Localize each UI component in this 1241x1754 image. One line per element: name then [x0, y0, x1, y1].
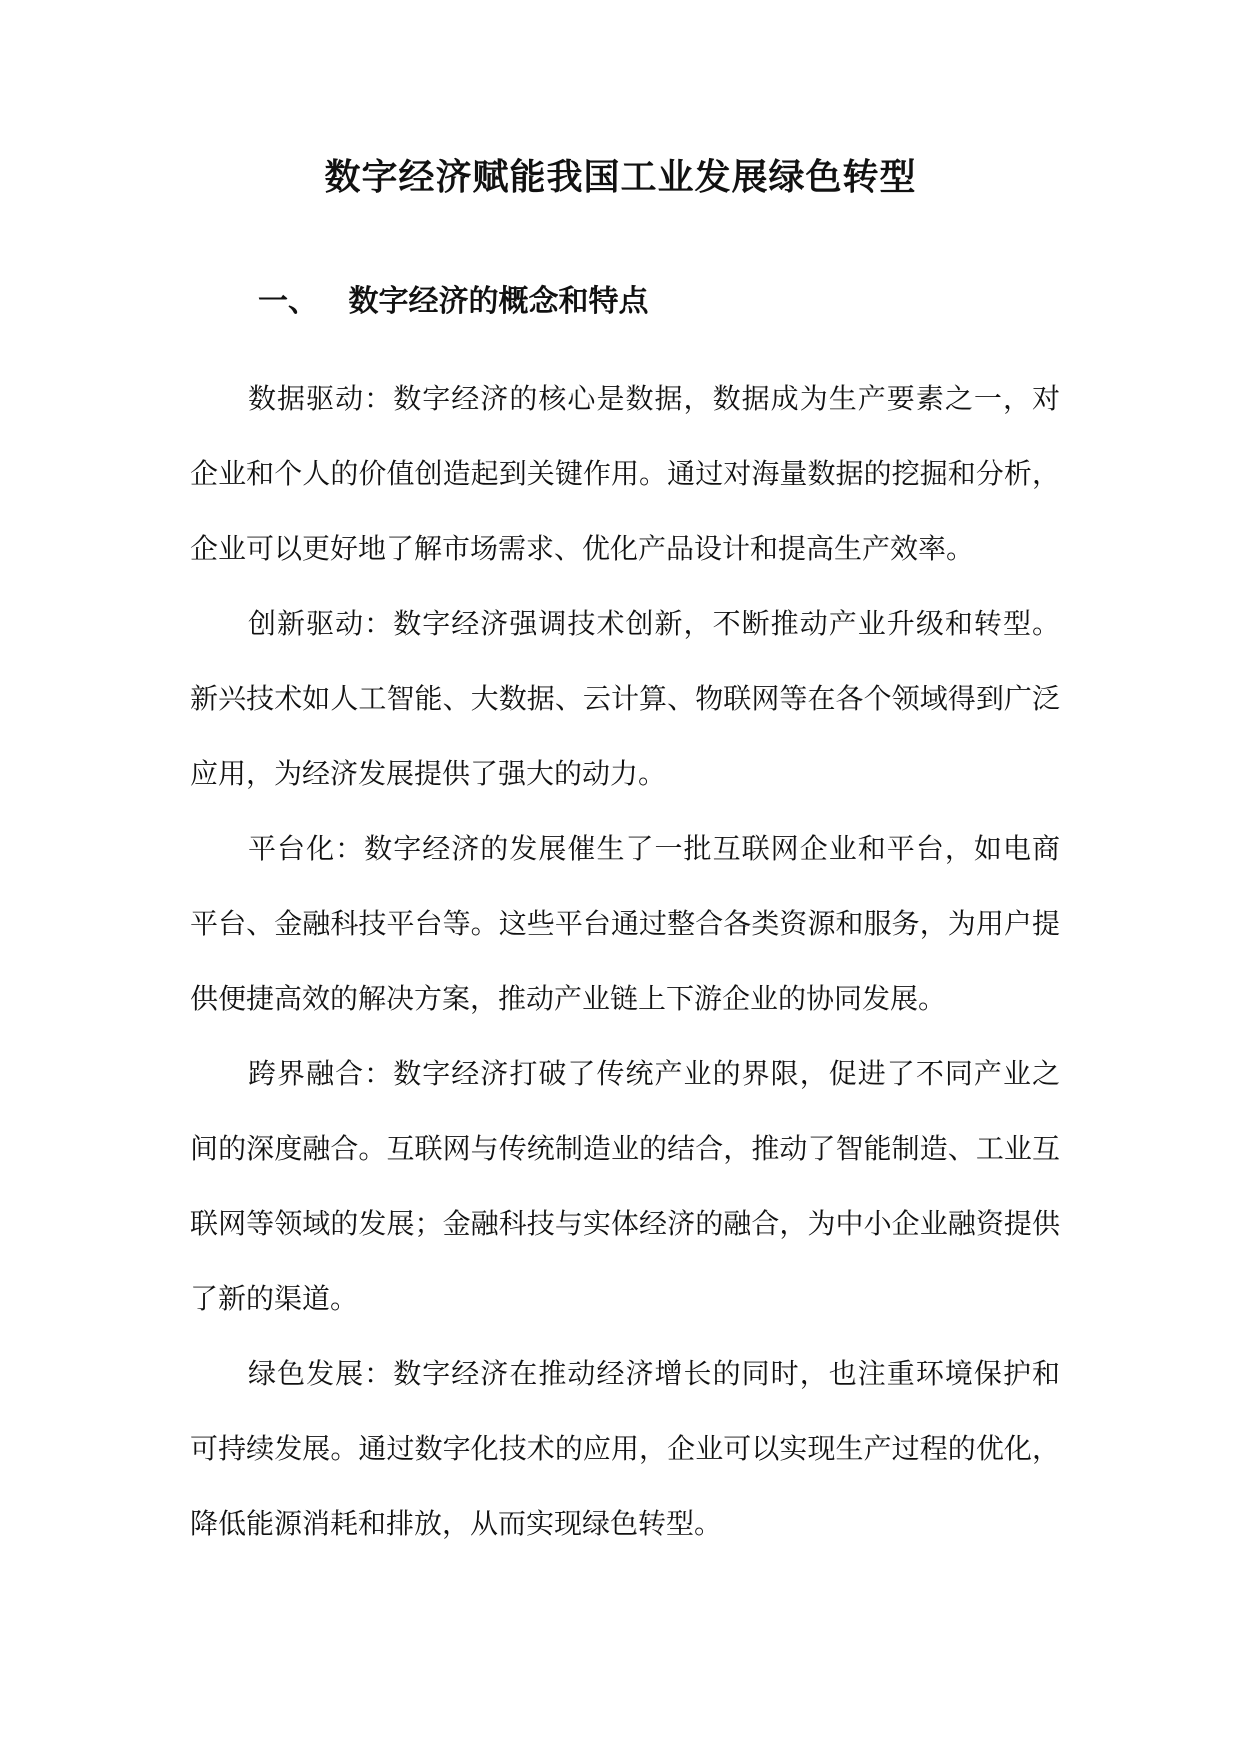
paragraph-green-development [190, 1336, 1060, 1561]
document-title: 数字经济赋能我国工业发展绿色转型 [324, 157, 917, 198]
paragraph-data-driven [190, 361, 1060, 586]
section-heading-text: 数字经济的概念和特点 [348, 284, 649, 319]
paragraph-label: 数据驱动： [248, 382, 394, 415]
paragraph-text: 数字经济的核心是数据，数据成为生产要素之一，对企业和个人的价值创造起到关键作用。通过对海量数据的挖掘和分析，企业可以更好地了解市场需求、优化产品设计和提高生产效率。 [190, 382, 1060, 565]
document-body [190, 361, 1060, 1561]
paragraph-label: 跨界融合： [248, 1057, 394, 1090]
paragraph-innovation-driven [190, 586, 1060, 811]
paragraph-label: 创新驱动： [248, 607, 394, 640]
paragraph-platformization [190, 811, 1060, 1036]
paragraph-text: 数字经济的发展催生了一批互联网企业和平台，如电商平台、金融科技平台等。这些平台通过整合各类资源和服务，为用户提供便捷高效的解决方案，推动产业链上下游企业的协同发展。 [190, 832, 1060, 1015]
paragraph-label: 绿色发展： [248, 1357, 394, 1390]
section-number: 一、 [258, 284, 318, 319]
paragraph-text: 数字经济在推动经济增长的同时，也注重环境保护和可持续发展。通过数字化技术的应用，企业可以实现生产过程的优化，降低能源消耗和排放，从而实现绿色转型。 [190, 1357, 1060, 1540]
section-heading [258, 282, 648, 322]
paragraph-text: 数字经济打破了传统产业的界限，促进了不同产业之间的深度融合。互联网与传统制造业的结合，推动了智能制造、工业互联网等领域的发展；金融科技与实体经济的融合，为中小企业融资提供了新的渠道。 [190, 1057, 1060, 1315]
paragraph-cross-border-integration [190, 1036, 1060, 1336]
paragraph-text: 数字经济强调技术创新，不断推动产业升级和转型。新兴技术如人工智能、大数据、云计算、物联网等在各个领域得到广泛应用，为经济发展提供了强大的动力。 [190, 607, 1060, 790]
paragraph-label: 平台化： [248, 832, 365, 865]
